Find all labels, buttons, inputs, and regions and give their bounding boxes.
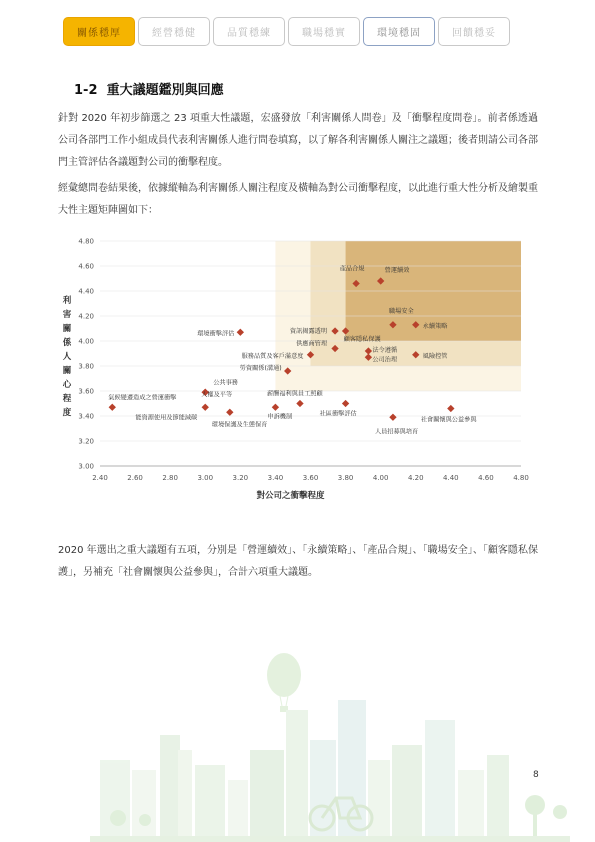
data-point-label: 永續策略 (422, 322, 448, 330)
x-tick-label: 2.40 (92, 474, 108, 482)
x-tick-label: 3.40 (267, 474, 284, 482)
data-point-label: 顧客隱私保護 (343, 336, 381, 343)
y-axis-label-char: 心 (62, 380, 72, 390)
data-point-label: 申訴機制 (267, 413, 293, 421)
tab-1[interactable]: 經營穩健 (138, 17, 210, 46)
x-tick-label: 4.00 (372, 474, 389, 482)
x-tick-label: 4.20 (407, 474, 424, 482)
data-point (272, 404, 279, 411)
data-point (342, 400, 349, 407)
data-point-label: 風險控管 (422, 352, 448, 360)
data-point-label: 薪酬福利與員工照顧 (266, 390, 323, 398)
data-point-label: 環境衝擊評估 (197, 330, 235, 338)
data-point (109, 404, 116, 411)
x-tick-label: 2.80 (162, 474, 178, 482)
y-axis-label-char: 程 (62, 394, 72, 404)
y-tick-label: 4.60 (78, 262, 94, 271)
y-tick-label: 4.00 (78, 337, 94, 346)
y-tick-label: 3.60 (78, 387, 94, 396)
y-tick-label: 3.20 (78, 437, 94, 446)
data-point (237, 329, 244, 336)
x-tick-label: 2.60 (127, 474, 143, 482)
tab-2[interactable]: 品質穩練 (213, 17, 285, 46)
y-tick-label: 3.00 (78, 462, 94, 471)
section-heading (74, 79, 224, 98)
y-axis-label-char: 利 (62, 296, 72, 306)
data-point-label: 人員招募與培育 (374, 428, 419, 436)
page-number: 8 (533, 770, 539, 780)
y-tick-label: 4.40 (78, 287, 94, 296)
y-tick-label: 4.20 (78, 312, 94, 321)
x-tick-label: 4.60 (478, 474, 494, 482)
data-point-label: 產品合規 (339, 265, 365, 273)
y-axis-label-char: 人 (62, 352, 72, 362)
y-axis-label-char: 係 (62, 338, 72, 348)
x-tick-label: 3.20 (232, 474, 249, 482)
method-paragraph: 經彙總問卷結果後，依據縱軸為利害關係人關注程度及橫軸為對公司衝擊程度，以此進行重大性分析及繪製重大性主題矩陣圖如下： (58, 183, 538, 216)
y-tick-label: 3.80 (78, 362, 94, 371)
data-point (226, 409, 233, 416)
data-point-label: 社區衝擊評估 (319, 410, 357, 418)
data-point (447, 405, 454, 412)
data-point-label: 氣候變遷造成之營運衝擊 (108, 394, 177, 402)
y-tick-label: 3.40 (78, 412, 94, 421)
x-tick-label: 3.60 (302, 474, 319, 482)
data-point-label: 勞資關係(溝通) (239, 365, 282, 372)
section-title: 重大議題鑑別與回應 (106, 83, 224, 98)
y-axis-label-char: 關 (62, 324, 72, 334)
data-point (296, 400, 303, 407)
data-point-label: 供應商管理 (296, 340, 328, 348)
x-tick-label: 4.40 (443, 474, 459, 482)
data-point-label: 能資源使用及節能減碳 (135, 414, 198, 422)
data-point-label: 人權及平等 (201, 391, 233, 399)
tab-4[interactable]: 環境穩固 (363, 17, 435, 46)
data-point (389, 414, 396, 421)
data-point-label: 公司治理 (372, 356, 398, 364)
x-tick-label: 3.80 (337, 474, 354, 482)
y-axis-label-char: 度 (62, 408, 72, 418)
data-point-label: 公共事務 (213, 379, 238, 387)
x-tick-label: 4.80 (513, 474, 529, 482)
tab-0[interactable]: 關係穩厚 (63, 17, 135, 46)
data-point-label: 法令遵循 (372, 347, 398, 354)
materiality-matrix-chart (58, 231, 538, 501)
city-skyline-illustration (0, 640, 595, 842)
summary-paragraph: 2020 年選出之重大議題有五項，分別是「營運續效」、「永續策略」、「產品合規」、「職場安全」、「顧客隱私保護」，另補充「社會關懷與公益參與」，合計六項重大議題。 (58, 545, 538, 578)
data-point-label: 服務品質及客戶滿意度 (241, 352, 304, 360)
x-axis-label: 對公司之衝擊程度 (256, 491, 325, 501)
nav-tabs (63, 17, 510, 46)
section-number: 1-2 (74, 83, 98, 98)
intro-paragraph: 針對 2020 年初步篩選之 23 項重大性議題，宏盛發放「利害關係人問卷」及「衝擊程度問卷」。前者係透過公司各部門工作小組成員代表利害關係人進行問卷填寫，以了解各利害關係人關注之議題；後者則請公司各部門主管評估各議題對公司的衝擊程度。 (58, 113, 538, 168)
x-tick-label: 3.00 (197, 474, 214, 482)
tab-5[interactable]: 回饋穩妥 (438, 17, 510, 46)
y-tick-label: 4.80 (78, 237, 94, 246)
data-point-label: 環境保護及生態保育 (211, 421, 268, 429)
data-point (202, 404, 209, 411)
data-point-label: 營運續效 (384, 267, 410, 274)
y-axis-label-char: 關 (62, 366, 72, 376)
data-point-label: 資訊揭露透明 (289, 328, 328, 335)
data-point-label: 職場安全 (388, 307, 414, 315)
y-axis-label-char: 害 (62, 310, 72, 320)
data-point-label: 社會關懷與公益參與 (420, 416, 477, 424)
tab-3[interactable]: 職場穩實 (288, 17, 360, 46)
